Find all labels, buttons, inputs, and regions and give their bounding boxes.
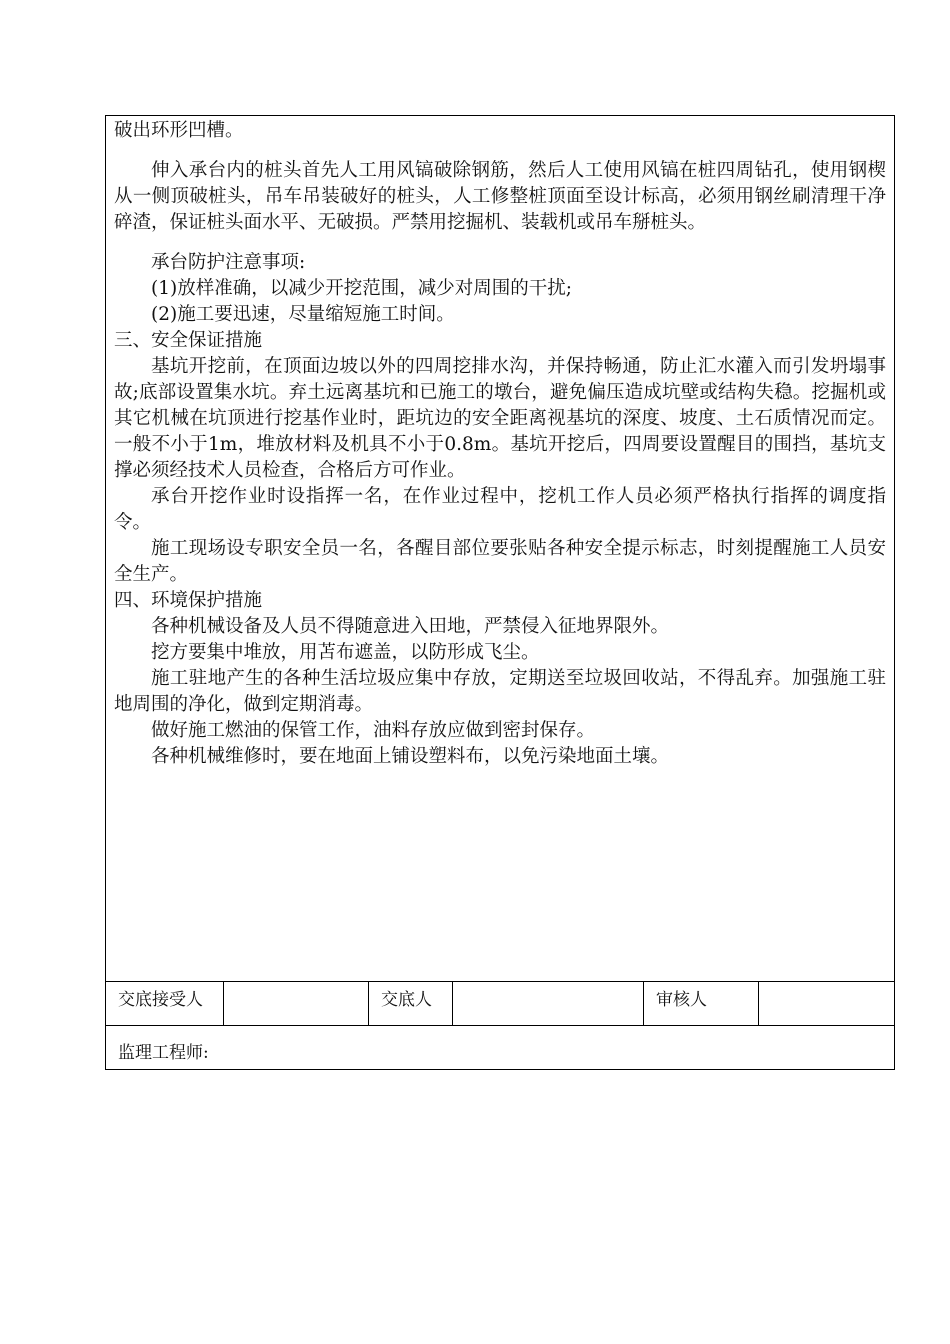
list-item: (1)放样准确，以减少开挖范围，减少对周围的干扰; xyxy=(151,278,572,299)
paragraph: 各种机械设备及人员不得随意进入田地，严禁侵入征地界限外。 xyxy=(151,616,670,637)
paragraph: 承台防护注意事项: xyxy=(151,252,306,273)
paragraph: 挖方要集中堆放，用苫布遮盖，以防形成飞尘。 xyxy=(151,642,540,663)
discloser-field[interactable] xyxy=(453,982,644,1025)
section-heading: 三、安全保证措施 xyxy=(114,330,263,351)
paragraph: 伸入承台内的桩头首先人工用风镐破除钢筋，然后人工使用风镐在桩四周钻孔，使用钢楔从一侧顶破桩头，吊车吊装破好的桩头，人工修整桩顶面至设计标高，必须用钢丝刷清理干净碎渣，保证桩头面水平、无破损。严禁用挖掘机、装载机或吊车掰桩头。 xyxy=(114,160,886,233)
disclosure-form xyxy=(105,115,895,1070)
receiver-label: 交底接受人 xyxy=(106,982,224,1025)
paragraph: 承台开挖作业时设指挥一名，在作业过程中，挖机工作人员必须严格执行指挥的调度指令。 xyxy=(114,486,886,533)
reviewer-label: 审核人 xyxy=(644,982,759,1025)
signature-row xyxy=(106,982,894,1026)
supervisor-row xyxy=(106,1026,894,1069)
paragraph: 破出环形凹槽。 xyxy=(114,120,244,141)
paragraph: 施工驻地产生的各种生活垃圾应集中存放，定期送至垃圾回收站，不得乱弃。加强施工驻地周围的净化，做到定期消毒。 xyxy=(114,668,886,715)
discloser-label: 交底人 xyxy=(369,982,453,1025)
content-area xyxy=(106,116,894,982)
paragraph: 各种机械维修时，要在地面上铺设塑料布，以免污染地面土壤。 xyxy=(151,746,670,767)
list-item: (2)施工要迅速，尽量缩短施工时间。 xyxy=(151,304,455,325)
paragraph: 做好施工燃油的保管工作，油料存放应做到密封保存。 xyxy=(151,720,596,741)
supervisor-label: 监理工程师: xyxy=(118,1043,209,1063)
paragraph: 施工现场设专职安全员一名，各醒目部位要张贴各种安全提示标志，时刻提醒施工人员安全生产。 xyxy=(114,538,886,585)
section-heading: 四、环境保护措施 xyxy=(114,590,263,611)
receiver-field[interactable] xyxy=(224,982,369,1025)
paragraph: 基坑开挖前，在顶面边坡以外的四周挖排水沟，并保持畅通，防止汇水灌入而引发坍塌事故;底部设置集水坑。弃土远离基坑和已施工的墩台，避免偏压造成坑壁或结构失稳。挖掘机或其它机械在坑顶进行挖基作业时，距坑边的安全距离视基坑的深度、坡度、土石质情况而定。一般不小于1m，堆放材料及机具不小于0.8m。基坑开挖后，四周要设置醒目的围挡，基坑支撑必须经技术人员检查，合格后方可作业。 xyxy=(114,356,886,481)
reviewer-field[interactable] xyxy=(759,982,894,1025)
